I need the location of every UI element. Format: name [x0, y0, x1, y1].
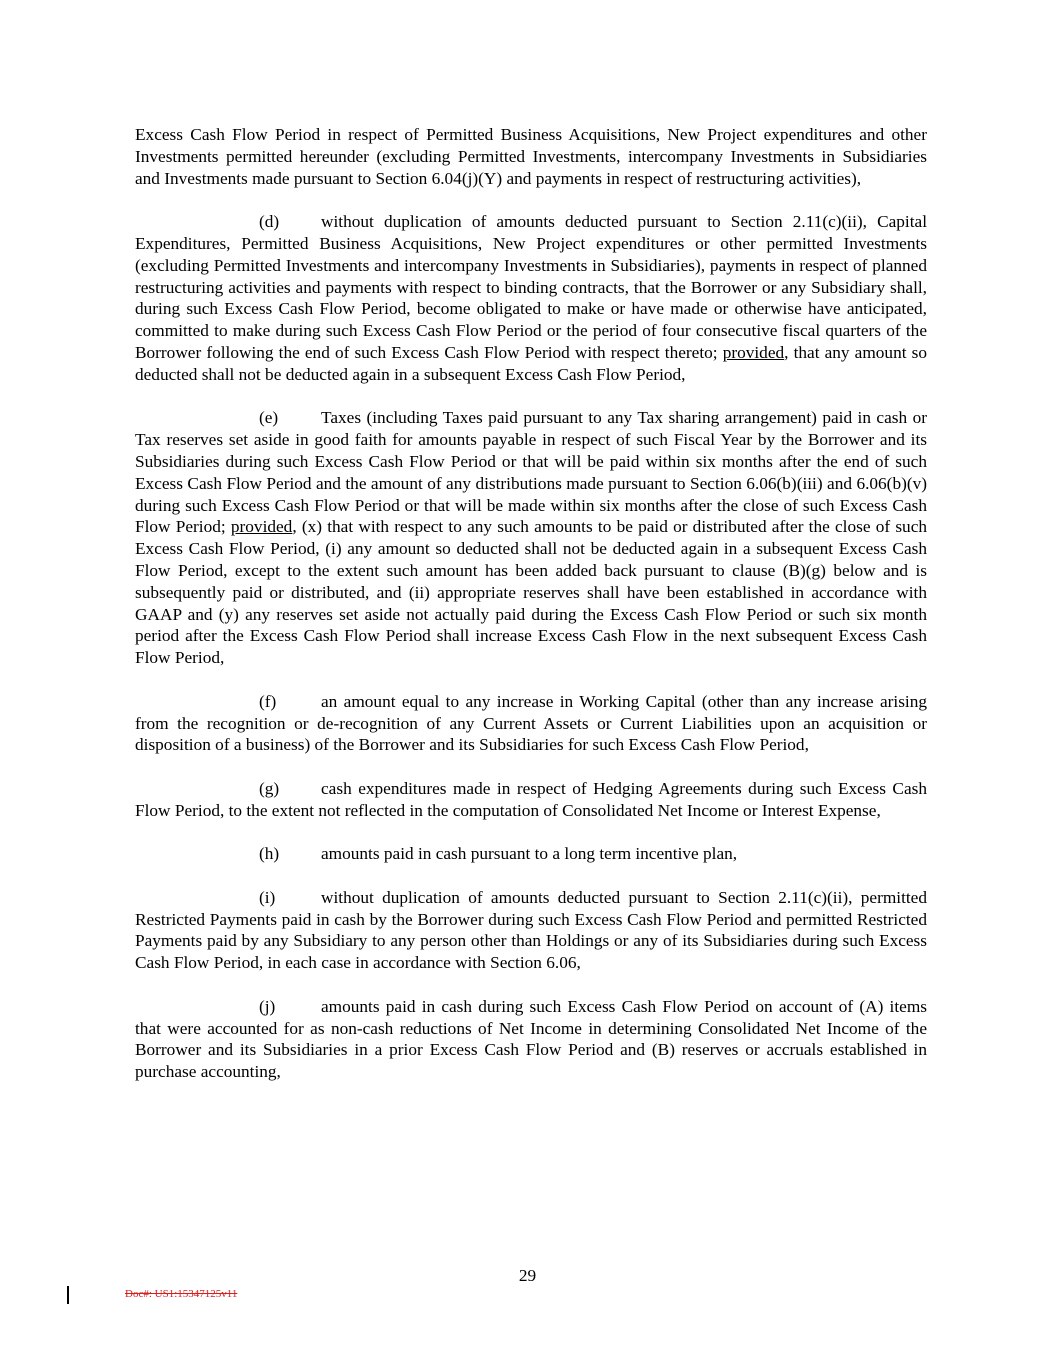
clause-g — [135, 778, 927, 822]
clause-d — [135, 211, 927, 385]
clause-text: without duplication of amounts deducted pursuant to Section 2.11(c)(ii), Capital Expenditures, Permitted Business Acquisitions, New Project expenditures or other permitted Investments (excluding Permitted Investments and intercompany Investments in Subsidiaries), payments in respect of planned restructuring activities and payments with respect to binding contracts, that the Borrower or any Subsidiary shall, during such Excess Cash Flow Period, become obligated to make or have made or otherwise have anticipated, committed to make during such Excess Cash Flow Period or the period of four consecutive fiscal quarters of the Borrower following the end of such Excess Cash Flow Period with respect thereto; — [135, 212, 927, 362]
clause-i — [135, 887, 927, 974]
continuation-paragraph: Excess Cash Flow Period in respect of Permitted Business Acquisitions, New Project expenditures and other Investments permitted hereunder (excluding Permitted Investments, intercompany Investments in Subsidiaries and Investments made pursuant to Section 6.04(j)(Y) and payments in respect of restructuring activities), — [135, 125, 927, 188]
clause-label: (h) — [259, 844, 280, 864]
clause-text: cash expenditures made in respect of Hedging Agreements during such Excess Cash Flow Period, to the extent not reflected in the computation of Consolidated Net Income or Interest Expense, — [135, 778, 927, 820]
clause-label: (g) — [259, 778, 280, 798]
clause-text: an amount equal to any increase in Working Capital (other than any increase arising from the recognition or de-recognition of any Current Assets or Current Liabilities upon an acquisition or disposition of a business) of the Borrower and its Subsidiaries for such Excess Cash Flow Period, — [135, 691, 927, 755]
clause-text: Taxes (including Taxes paid pursuant to any Tax sharing arrangement) paid in cash or Tax reserves set aside in good faith for amounts payable in respect of such Fiscal Year by the Borrower and its Subsidiaries during such Excess Cash Flow Period or that will be paid within six months after the end of such Excess Cash Flow Period and the amount of any distributions made pursuant to Section 6.06(b)(iii) and 6.06(b)(v) during such Excess Cash Flow Period or that will be made within six months after the close of such Excess Cash Flow Period; — [135, 408, 927, 537]
document-body — [135, 124, 927, 1105]
provided-term: provided — [722, 342, 785, 362]
clause-text: amounts paid in cash pursuant to a long term incentive plan, — [321, 844, 738, 864]
clause-h — [135, 843, 927, 865]
clause-text: amounts paid in cash during such Excess Cash Flow Period on account of (A) items that were accounted for as non-cash reductions of Net Income in determining Consolidated Net Income of the Borrower and its Subsidiaries in a prior Excess Cash Flow Period and (B) reserves or accruals established in purchase accounting, — [135, 996, 927, 1082]
clause-e — [135, 407, 927, 669]
clause-label: (d) — [259, 212, 280, 232]
clause-label: (e) — [259, 408, 279, 428]
clause-text: , that any amount so deducted shall not be deducted again in a subsequent Excess Cash Flow Period, — [135, 342, 927, 384]
clause-label: (f) — [259, 691, 277, 711]
clause-label: (j) — [259, 996, 276, 1016]
clause-text: , (x) that with respect to any such amounts to be paid or distributed after the close of such Excess Cash Flow Period, (i) any amount so deducted shall not be deducted again in a subsequent Excess Cash Flow Period, except to the extent such amount has been added back pursuant to clause (B)(g) below and is subsequently paid or distributed, and (ii) appropriate reserves shall have been established in accordance with GAAP and (y) any reserves set aside not actually paid during the Excess Cash Flow Period or such six month period after the Excess Cash Flow Period shall increase Excess Cash Flow in the next subsequent Excess Cash Flow Period, — [135, 517, 927, 668]
provided-term: provided — [230, 517, 293, 537]
clause-j — [135, 996, 927, 1083]
clause-label: (i) — [259, 887, 276, 907]
document-id: Doc#: US1:15347125v11 — [125, 1288, 238, 1300]
change-bar — [67, 1286, 69, 1304]
clause-text: without duplication of amounts deducted pursuant to Section 2.11(c)(ii), permitted Restricted Payments paid in cash by the Borrower during such Excess Cash Flow Period and permitted Restricted Payments paid by any Subsidiary to any person other than Holdings or any of its Subsidiaries during such Excess Cash Flow Period, in each case in accordance with Section 6.06, — [135, 887, 927, 973]
page-number: 29 — [518, 1266, 537, 1285]
clause-f — [135, 691, 927, 756]
